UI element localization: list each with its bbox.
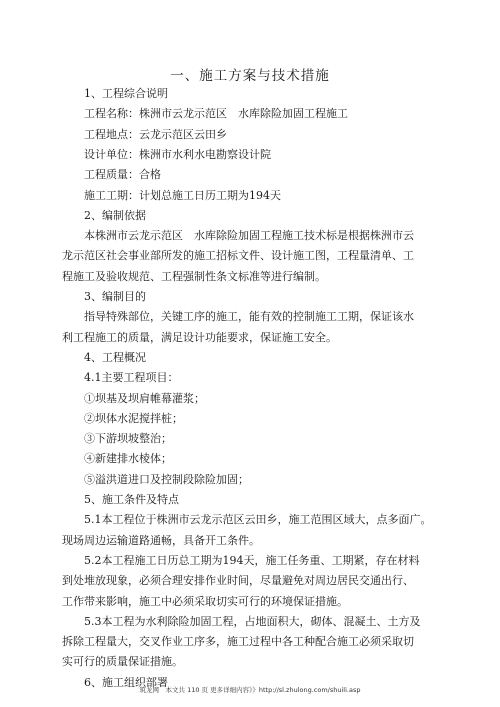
text-line: ③下游坝坡整治； xyxy=(84,432,172,446)
text-line: 现场周边运输道路通畅，具备开工条件。 xyxy=(62,533,260,547)
text-line: 1、工程综合说明 xyxy=(84,87,168,100)
text-line: 4、工程概况 xyxy=(84,350,146,364)
text-line: 5.2本工程施工日历总工期为194天，施工任务重、工期紧，存在材料 xyxy=(84,553,420,567)
text-line: 工程地点：云龙示范区云田乡 xyxy=(84,127,227,141)
text-line: 设计单位：株洲市水利水电勘察设计院 xyxy=(84,147,271,161)
page-title: 一、施工方案与技术措施 xyxy=(170,68,330,84)
text-line: 工作带来影响，施工中必须采取切实可行的环境保证措施。 xyxy=(62,594,348,608)
text-line: 本株洲市云龙示范区 水库除险加固工程施工技术标是根据株洲市云 xyxy=(84,229,414,243)
text-line: ⑤溢洪道进口及控制段除险加固； xyxy=(84,472,249,486)
text-line: 利工程施工的质量，满足设计功能要求，保证施工安全。 xyxy=(62,330,337,344)
text-line: 2、编制依据 xyxy=(84,208,146,222)
text-line: 实可行的质量保证措施。 xyxy=(62,655,183,669)
text-line: 指导特殊部位，关键工序的施工，能有效的控制施工工期，保证该水 xyxy=(84,310,414,324)
text-line: 5.3本工程为水利除险加固工程，占地面积大，砌体、混凝土、土方及 xyxy=(84,614,421,628)
text-line: 拆除工程量大，交叉作业工序多，施工过程中各工种配合施工必须采取切 xyxy=(62,635,414,649)
text-line: 工程名称：株洲市云龙示范区 水库除险加固工程施工 xyxy=(84,107,348,121)
text-line: 3、编制目的 xyxy=(84,290,146,303)
text-line: 程施工及验收规范、工程强制性条文标准等进行编制。 xyxy=(62,269,326,283)
text-line: 龙示范区社会事业部所发的施工招标文件、设计施工图，工程量清单、工 xyxy=(62,249,414,263)
text-line: 施工工期：计划总施工日历工期为194天 xyxy=(84,188,281,202)
text-line: ②坝体水泥搅拌桩； xyxy=(84,411,183,425)
text-line: ④新建排水棱体； xyxy=(84,452,172,466)
text-line: ①坝基及坝肩帷幕灌浆； xyxy=(84,391,205,405)
text-line: 5、施工条件及特点 xyxy=(84,493,179,506)
text-line: 5.1本工程位于株洲市云龙示范区云田乡，施工范围区域大，点多面广。 xyxy=(84,513,432,527)
text-line: 到处堆放现象，必须合理安排作业时间，尽量避免对周边居民交通出行、 xyxy=(62,574,414,588)
page-footer: 筑龙网 本文共 110 页 更多详细内容》》http://sl.zhulong.com/shuili.asp xyxy=(139,686,361,694)
text-line: 4.1主要工程项目： xyxy=(84,371,179,385)
text-line: 工程质量：合格 xyxy=(84,168,161,182)
text-line: 6、施工组织部署 xyxy=(84,675,168,689)
